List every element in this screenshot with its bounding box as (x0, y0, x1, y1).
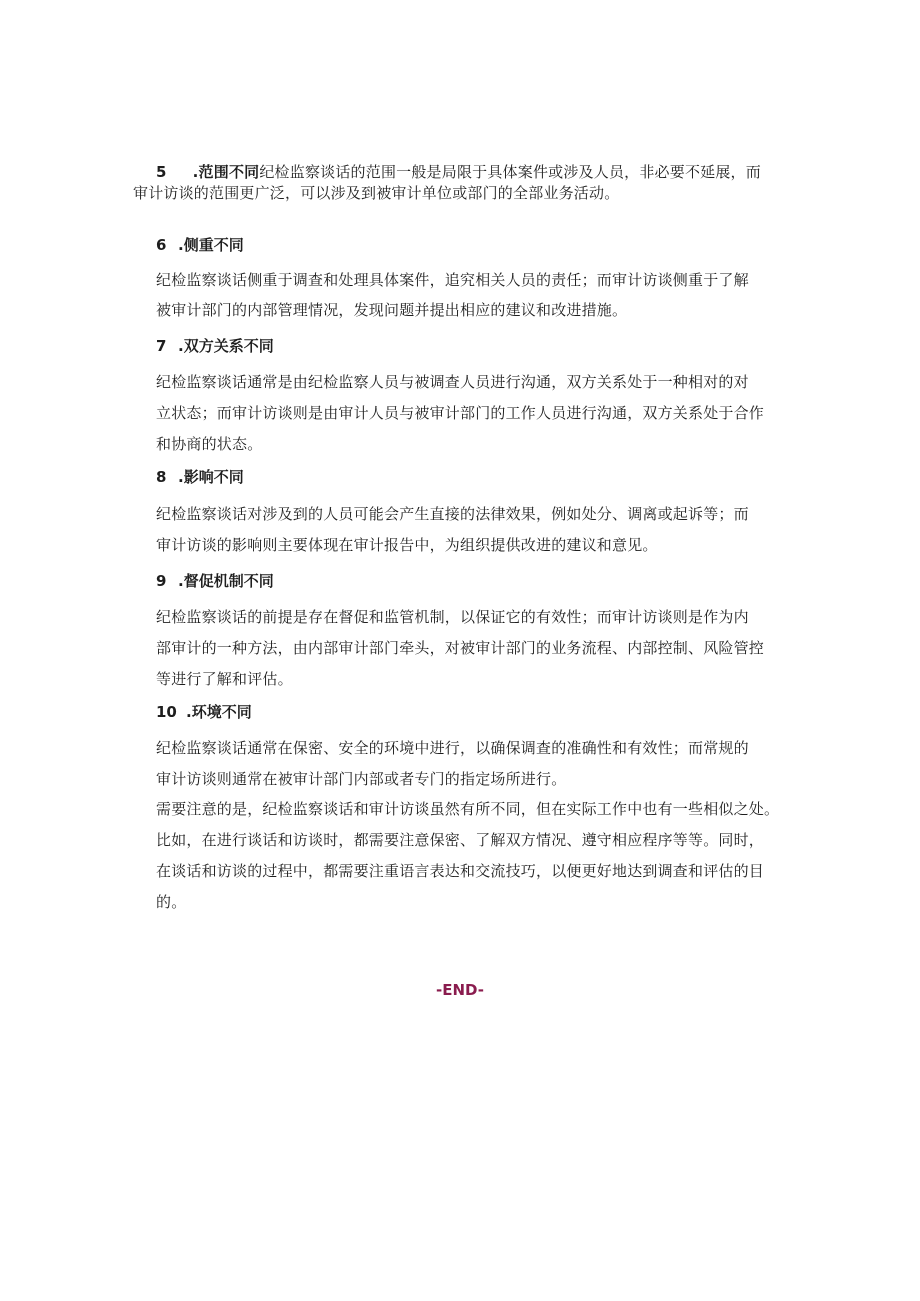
section-6-line-1: 纪检监察谈话侧重于调查和处理具体案件，追究相关人员的责任；而审计访谈侧重于了解 (156, 271, 749, 289)
section-5-line-1 (156, 162, 761, 182)
section-8-heading (156, 467, 244, 487)
section-7-line-3: 和协商的状态。 (156, 435, 263, 453)
section-5-number: 5 (156, 163, 167, 181)
section-7-line-2: 立状态；而审计访谈则是由审计人员与被审计部门的工作人员进行沟通，双方关系处于合作 (156, 404, 765, 422)
section-10-heading (156, 702, 252, 722)
section-9-line-1: 纪检监察谈话的前提是存在督促和监管机制，以保证它的有效性；而审计访谈则是作为内 (156, 608, 749, 626)
end-mark: -END- (436, 981, 484, 999)
section-10-title: .环境不同 (186, 703, 252, 721)
section-7-title: .双方关系不同 (178, 337, 274, 355)
section-7-heading (156, 336, 274, 356)
section-8-line-1: 纪检监察谈话对涉及到的人员可能会产生直接的法律效果，例如处分、调离或起诉等；而 (156, 505, 749, 523)
section-5-text: 纪检监察谈话的范围一般是局限于具体案件或涉及人员，非必要不延展，而 (259, 163, 761, 181)
closing-line-1: 需要注意的是，纪检监察谈话和审计访谈虽然有所不同，但在实际工作中也有一些相似之处。 (156, 800, 780, 818)
section-6-number: 6 (156, 236, 167, 254)
section-6-title: .侧重不同 (178, 236, 244, 254)
section-7-number: 7 (156, 337, 167, 355)
section-8-title: .影响不同 (178, 468, 244, 486)
closing-line-4: 的。 (156, 893, 187, 911)
section-9-line-3: 等进行了解和评估。 (156, 670, 293, 688)
section-8-number: 8 (156, 468, 167, 486)
section-10-number: 10 (156, 703, 177, 721)
closing-line-2: 比如，在进行谈话和访谈时，都需要注意保密、了解双方情况、遵守相应程序等等。同时， (156, 831, 765, 849)
section-9-number: 9 (156, 572, 167, 590)
section-9-line-2: 部审计的一种方法，由内部审计部门牵头，对被审计部门的业务流程、内部控制、风险管控 (156, 639, 765, 657)
section-10-line-1: 纪检监察谈话通常在保密、安全的环境中进行，以确保调查的准确性和有效性；而常规的 (156, 739, 749, 757)
section-10-line-2: 审计访谈则通常在被审计部门内部或者专门的指定场所进行。 (156, 770, 567, 788)
section-9-heading (156, 571, 274, 591)
section-6-line-2: 被审计部门的内部管理情况，发现问题并提出相应的建议和改进措施。 (156, 301, 628, 319)
section-7-line-1: 纪检监察谈话通常是由纪检监察人员与被调查人员进行沟通，双方关系处于一种相对的对 (156, 373, 749, 391)
section-8-line-2: 审计访谈的影响则主要体现在审计报告中，为组织提供改进的建议和意见。 (156, 536, 658, 554)
section-9-title: .督促机制不同 (178, 572, 274, 590)
section-5-title: .范围不同 (192, 163, 260, 181)
section-5-line-2: 审计访谈的范围更广泛，可以涉及到被审计单位或部门的全部业务活动。 (133, 184, 620, 202)
section-6-heading (156, 235, 244, 255)
closing-line-3: 在谈话和访谈的过程中，都需要注重语言表达和交流技巧，以便更好地达到调查和评估的目 (156, 862, 765, 880)
